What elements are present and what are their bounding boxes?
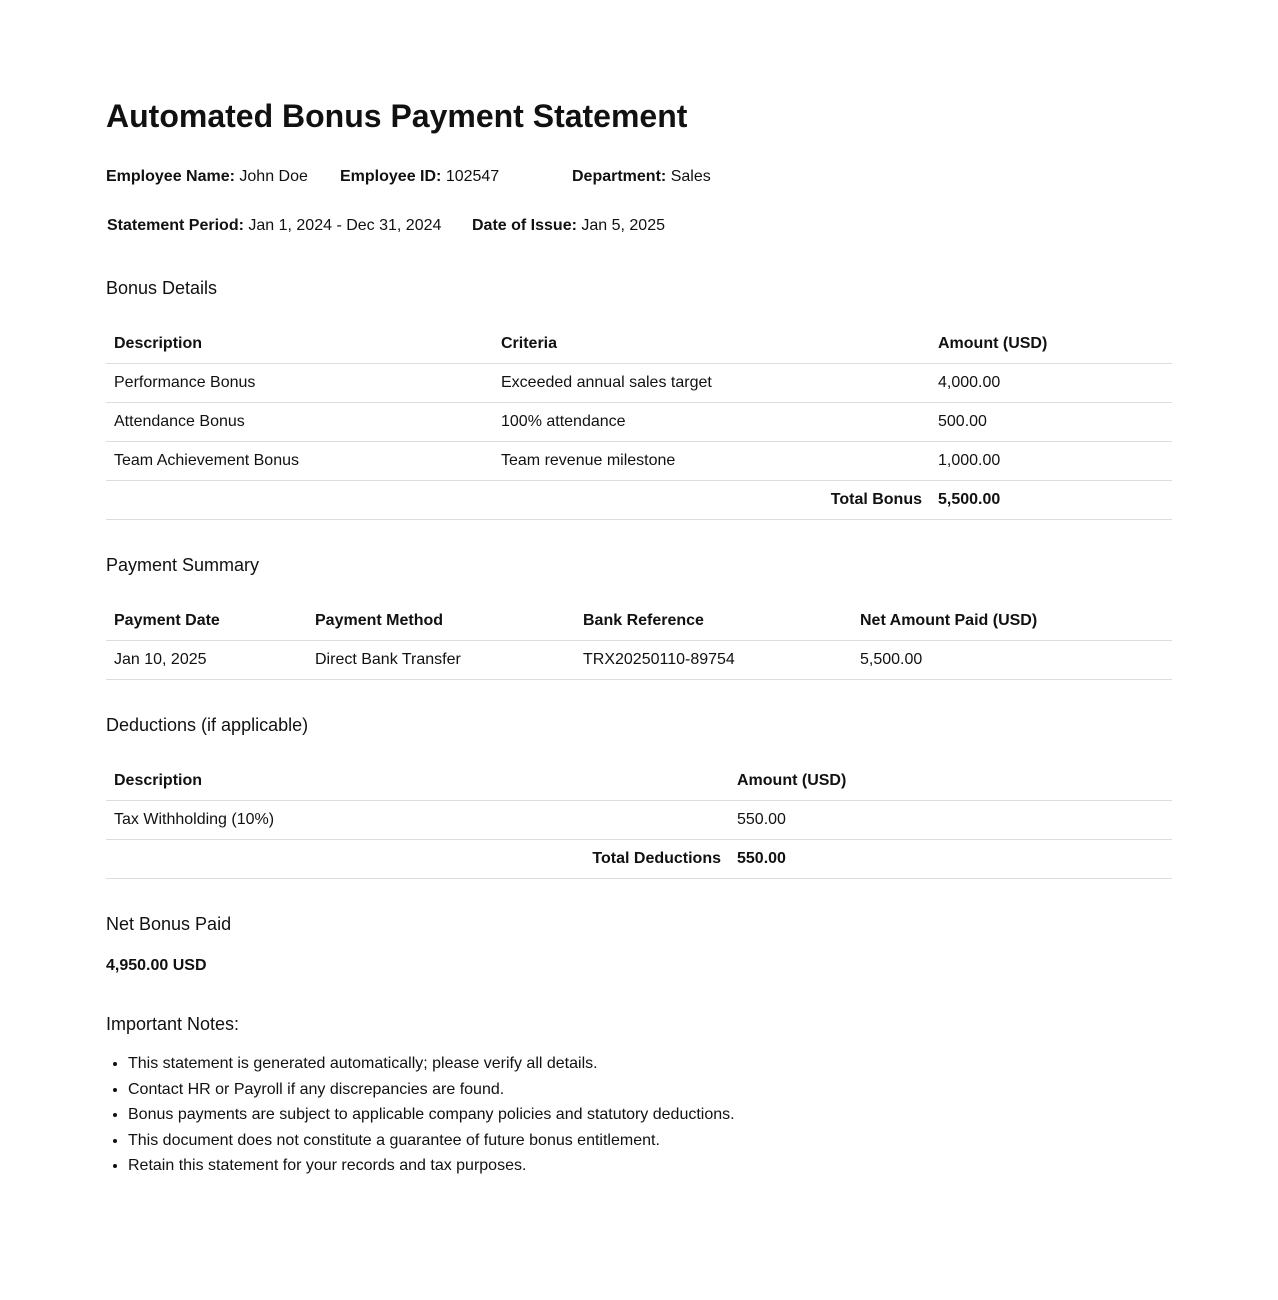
bonus-details-table bbox=[106, 325, 1172, 520]
table-cell: Tax Withholding (10%) bbox=[106, 801, 729, 840]
notes-list bbox=[106, 1051, 735, 1179]
table-header-row bbox=[106, 325, 1172, 364]
column-header-amount: Amount (USD) bbox=[930, 325, 1172, 364]
page-title: Automated Bonus Payment Statement bbox=[106, 98, 688, 134]
table-cell: Exceeded annual sales target bbox=[493, 364, 930, 403]
column-header-payment-method: Payment Method bbox=[307, 602, 575, 641]
table-row bbox=[106, 641, 1172, 680]
date-of-issue-value: Jan 5, 2025 bbox=[581, 217, 665, 234]
department-label: Department: bbox=[572, 168, 667, 185]
employee-id-field bbox=[340, 167, 499, 187]
total-bonus-value: 5,500.00 bbox=[930, 481, 1172, 520]
list-item: • This statement is generated automatically; please verify all details. bbox=[128, 1051, 735, 1077]
column-header-description: Description bbox=[106, 762, 729, 801]
table-row bbox=[106, 801, 1172, 840]
deductions-heading: Deductions (if applicable) bbox=[106, 715, 309, 735]
table-cell: 550.00 bbox=[729, 801, 1172, 840]
table-cell: Direct Bank Transfer bbox=[307, 641, 575, 680]
employee-name-field bbox=[106, 167, 308, 187]
net-bonus-amount: 4,950.00 USD bbox=[106, 957, 207, 974]
deductions-table bbox=[106, 762, 1172, 879]
department-value: Sales bbox=[670, 168, 711, 185]
column-header-description: Description bbox=[106, 325, 493, 364]
table-cell: 500.00 bbox=[930, 403, 1172, 442]
table-row bbox=[106, 364, 1172, 403]
statement-period-field bbox=[107, 216, 441, 236]
column-header-bank-reference: Bank Reference bbox=[575, 602, 852, 641]
table-row bbox=[106, 403, 1172, 442]
table-cell: Attendance Bonus bbox=[106, 403, 493, 442]
employee-name-value: John Doe bbox=[239, 168, 308, 185]
table-cell: Team Achievement Bonus bbox=[106, 442, 493, 481]
bonus-details-heading: Bonus Details bbox=[106, 278, 218, 298]
table-cell: 5,500.00 bbox=[852, 641, 1172, 680]
total-row bbox=[106, 481, 1172, 520]
department-field bbox=[572, 167, 711, 187]
net-bonus-heading: Net Bonus Paid bbox=[106, 914, 232, 934]
total-row bbox=[106, 840, 1172, 879]
employee-name-label: Employee Name: bbox=[106, 168, 235, 185]
employee-id-label: Employee ID: bbox=[340, 168, 442, 185]
table-cell: TRX20250110-89754 bbox=[575, 641, 852, 680]
table-cell: 1,000.00 bbox=[930, 442, 1172, 481]
table-header-row bbox=[106, 602, 1172, 641]
date-of-issue-label: Date of Issue: bbox=[472, 217, 577, 234]
table-header-row bbox=[106, 762, 1172, 801]
payment-summary-table bbox=[106, 602, 1172, 680]
list-item: • Contact HR or Payroll if any discrepancies are found. bbox=[128, 1077, 735, 1103]
table-cell: Team revenue milestone bbox=[493, 442, 930, 481]
employee-id-value: 102547 bbox=[445, 168, 500, 185]
total-deductions-value: 550.00 bbox=[729, 840, 1172, 879]
date-of-issue-field bbox=[472, 216, 665, 236]
table-row bbox=[106, 442, 1172, 481]
total-deductions-label: Total Deductions bbox=[106, 840, 729, 879]
list-item: • Bonus payments are subject to applicable company policies and statutory deductions. bbox=[128, 1102, 735, 1128]
list-item: • This document does not constitute a guarantee of future bonus entitlement. bbox=[128, 1128, 735, 1154]
table-cell: 100% attendance bbox=[493, 403, 930, 442]
column-header-payment-date: Payment Date bbox=[106, 602, 307, 641]
column-header-criteria: Criteria bbox=[493, 325, 930, 364]
table-cell: 4,000.00 bbox=[930, 364, 1172, 403]
payment-summary-heading: Payment Summary bbox=[106, 555, 260, 575]
table-cell: Jan 10, 2025 bbox=[106, 641, 307, 680]
column-header-amount: Amount (USD) bbox=[729, 762, 1172, 801]
table-cell: Performance Bonus bbox=[106, 364, 493, 403]
list-item: • Retain this statement for your records and tax purposes. bbox=[128, 1153, 735, 1179]
statement-period-label: Statement Period: bbox=[107, 217, 244, 234]
total-bonus-label: Total Bonus bbox=[106, 481, 930, 520]
statement-period-value: Jan 1, 2024 - Dec 31, 2024 bbox=[248, 217, 442, 234]
notes-heading: Important Notes: bbox=[106, 1014, 240, 1034]
column-header-net-amount: Net Amount Paid (USD) bbox=[852, 602, 1172, 641]
